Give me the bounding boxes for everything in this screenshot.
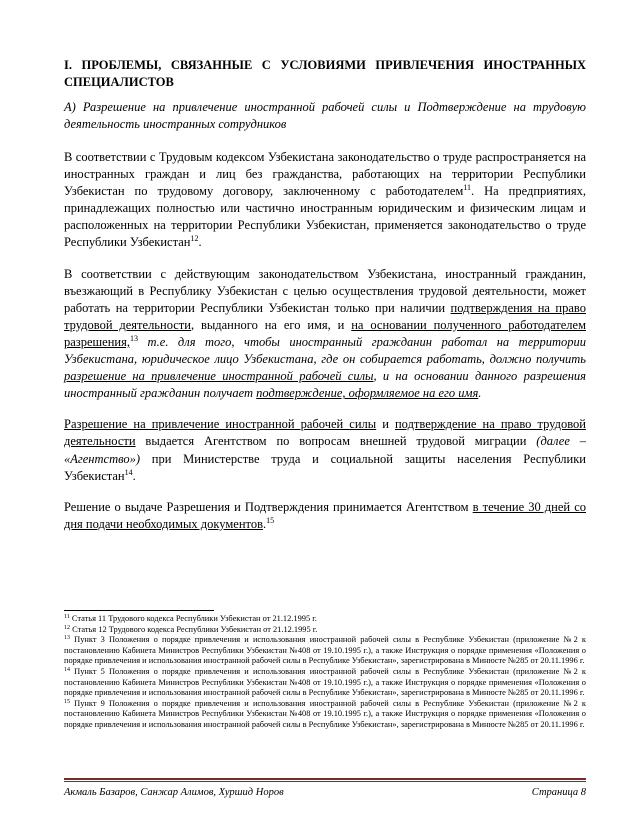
footer-authors: Акмаль Базаров, Санжар Алимов, Хуршид Норов (64, 787, 284, 798)
paragraph-2-italic-underline-a: разрешение на привлечение иностранной рабочей силы (64, 369, 374, 384)
paragraph-1-text-a: В соответствии с Трудовым кодексом Узбекистана законодательство о труде распространяется на иностранных граждан и лиц без гражданства, работающих на территории Республики Узбекистан по трудовому договору, заключенному с работодателем (64, 150, 586, 199)
footnote-number: 15 (64, 698, 70, 705)
paragraph-1-text-c: . (198, 235, 202, 250)
footnote-ref-12[interactable]: 12 (190, 234, 199, 244)
footnote-number: 12 (64, 624, 70, 631)
paragraph-3-text-c: при Министерстве труда и социальной защиты населения Республики Узбекистан (64, 451, 586, 483)
footnote-text: Пункт 3 Положения о порядке привлечения и использования иностранной рабочей силы в Республике Узбекистан (приложение №2 к постановлению Кабинета Министров Республики Узбекистан №408 от 19.10.1995 г.), а также Инструкция о порядке применения «Положения о порядке привлечения и использования иностранной рабочей силы в Республике Узбекистан», зарегистрирована в Минюсте №285 от 20.11.1996 г. (64, 635, 586, 666)
paragraph-4-underline-a: в течение 30 дней со дня подачи необходимых документов (64, 499, 586, 531)
paragraph-1-text-b: . На предприятиях, принадлежащих полностью или частично иностранным юридическим и физическим лицам и расположенных на территории Республики Узбекистан, применяется законодательство о труде Республики Узбекистан (64, 184, 586, 250)
paragraph-3-text-a: и (376, 417, 395, 432)
paragraph-4-text-a: Решение о выдаче Разрешения и Подтверждения принимается Агентством (64, 499, 473, 514)
paragraph-2-italic-c: . (478, 386, 482, 401)
subsection-heading: А) Разрешение на привлечение иностранной рабочей силы и Подтверждение на трудовую деятельность иностранных сотрудников (64, 100, 586, 131)
footnote-ref-14[interactable]: 14 (124, 467, 133, 477)
paragraph-2-text-a: В соответствии с действующим законодательством Узбекистана, иностранный гражданин, въезжающий в Республику Узбекистан с целью осуществления трудовой деятельности, может работать на территории Республики Узбекистан только при наличии (64, 266, 586, 315)
footnote-ref-11[interactable]: 11 (463, 183, 472, 193)
footnotes (64, 614, 586, 731)
paragraph-2-underline-b: на основании полученного работодателем разрешения, (64, 317, 586, 349)
footnote-text: Пункт 5 Положения о порядке привлечения и использования иностранной рабочей силы в Республике Узбекистан (приложение №2 к постановлению Кабинета Министров Республики Узбекистан №408 от 19.10.1995 г.), а также Инструкция о порядке применения «Положения о порядке привлечения и использования иностранной рабочей силы в Республике Узбекистан», зарегистрирована в Минюсте №285 от 20.11.1996 г. (64, 666, 586, 698)
footnote-number: 11 (64, 614, 70, 620)
paragraph-2-underline-a: подтверждения на право трудовой деятельности (64, 300, 586, 332)
paragraph-3 (64, 416, 586, 484)
footnote-number: 14 (64, 666, 70, 673)
footnote-13 (64, 635, 586, 667)
footnote-separator (64, 610, 214, 611)
paragraph-1 (64, 149, 586, 252)
footnote-15 (64, 699, 586, 731)
paragraph-3-text-b: выдается Агентством по вопросам внешней трудовой миграции (135, 434, 537, 449)
footnote-12 (64, 625, 586, 636)
footnote-ref-13[interactable]: 13 (129, 333, 138, 343)
paragraph-4-text-b: . (262, 516, 267, 531)
paragraph-2-text-b: , выданного на его имя, и (190, 317, 352, 332)
footnote-ref-15[interactable]: 15 (266, 515, 275, 525)
paragraph-2-italic-underline-b: подтверждение, оформляемое на его имя (256, 386, 479, 401)
paragraph-2-italic-a: т.е. для того, чтобы иностранный гражданин работал на территории Узбекистана, юридическое лицо Узбекистана, где он собирается работать, должно получить (64, 334, 586, 367)
paragraph-3-text-d: . (132, 468, 136, 483)
section-heading: I. ПРОБЛЕМЫ, СВЯЗАННЫЕ С УСЛОВИЯМИ ПРИВЛЕЧЕНИЯ ИНОСТРАННЫХ СПЕЦИАЛИСТОВ (64, 58, 586, 89)
paragraph-2 (64, 266, 586, 403)
footnote-text: Пункт 9 Положения о порядке привлечения и использования иностранной рабочей силы в Республике Узбекистан (приложение №2 к постановлению Кабинета Министров Республики Узбекистан №408 от 19.10.1995 г.), а также Инструкция о порядке применения «Положения о порядке привлечения и использования иностранной рабочей силы в Республике Узбекистан», зарегистрирована в Минюсте №285 от 20.11.1996 г. (64, 698, 586, 729)
footnote-number: 13 (64, 635, 70, 642)
main-content (64, 57, 586, 547)
footnote-14 (64, 667, 586, 699)
footer-rule-thin (64, 781, 586, 782)
footnote-11 (64, 614, 586, 625)
paragraph-3-italic-a: (далее – «Агентство») (64, 434, 586, 466)
paragraph-4 (64, 499, 586, 533)
footnote-text: Статья 11 Трудового кодекса Республики Узбекистан от 21.12.1995 г. (69, 614, 317, 623)
paragraph-3-underline-a: Разрешение на привлечение иностранной рабочей силы (64, 417, 377, 432)
paragraph-2-italic-b: , и на основании данного разрешения иностранный гражданин получает (64, 369, 586, 401)
footnote-text: Статья 12 Трудового кодекса Республики Узбекистан от 21.12.1995 г. (70, 624, 318, 634)
paragraph-3-underline-b: подтверждение на право трудовой деятельности (64, 417, 586, 449)
footer-rule-thick (64, 778, 586, 780)
page-number: Страница 8 (531, 787, 586, 798)
